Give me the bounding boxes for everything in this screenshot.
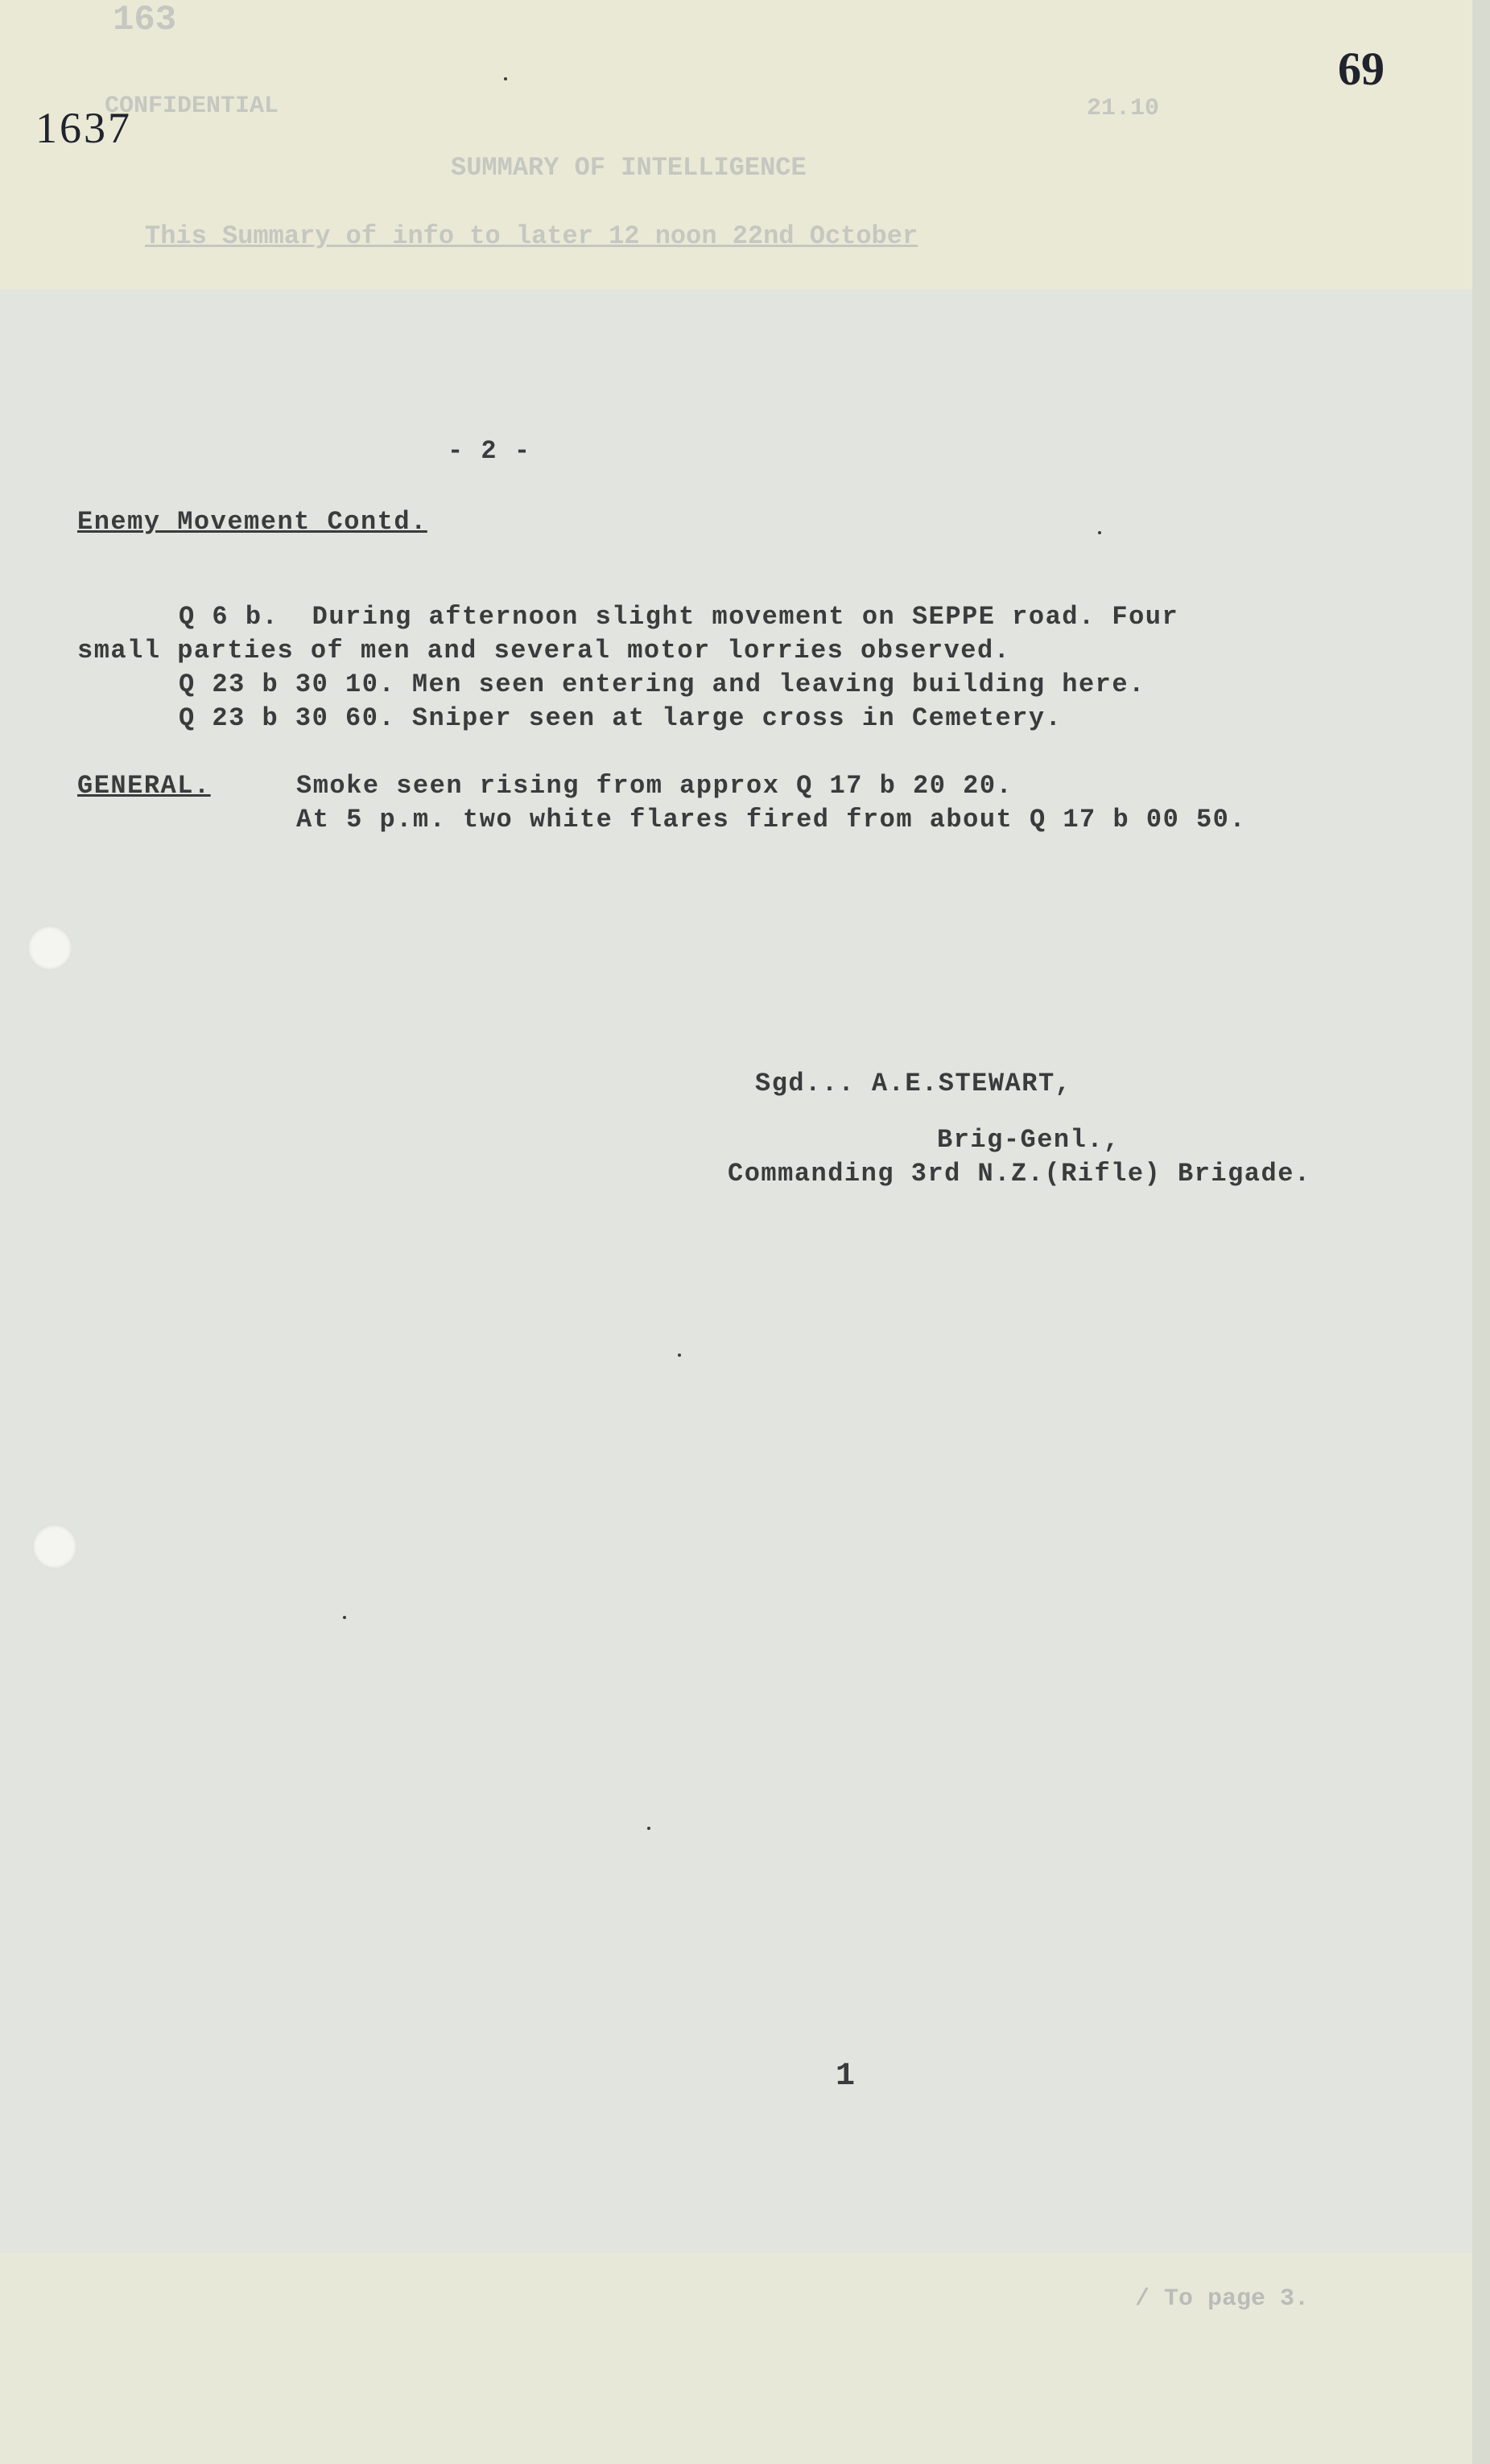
faded-date: 21.10 xyxy=(1087,95,1160,122)
faded-top-number: 163 xyxy=(113,0,177,40)
ink-speck xyxy=(343,1616,346,1619)
archive-ref-left: 1637 xyxy=(35,104,132,152)
page-number: - 2 - xyxy=(448,436,531,466)
faded-to-page: / To page 3. xyxy=(1135,2285,1310,2313)
body-line: Q 23 b 30 10. Men seen entering and leaving building here. xyxy=(179,670,1145,699)
signature-rank: Brig-Genl., xyxy=(937,1125,1121,1155)
sheet-edge xyxy=(1472,0,1490,2464)
punch-hole xyxy=(27,925,72,970)
ink-speck xyxy=(678,1354,681,1357)
bottom-mark: 1 xyxy=(836,2058,856,2095)
faded-title: SUMMARY OF INTELLIGENCE xyxy=(451,153,807,183)
body-line: Q 6 b. During afternoon slight movement on SEPPE road. Four xyxy=(179,602,1179,632)
faded-confidential: CONFIDENTIAL xyxy=(105,93,279,120)
signature-command: Commanding 3rd N.Z.(Rifle) Brigade. xyxy=(728,1159,1311,1189)
general-line: At 5 p.m. two white flares fired from about Q 17 b 00 50. xyxy=(296,805,1247,834)
punch-hole xyxy=(32,1524,77,1569)
main-sheet xyxy=(0,290,1473,2253)
section-heading: Enemy Movement Contd. xyxy=(77,507,427,537)
ink-speck xyxy=(647,1827,650,1830)
ink-speck xyxy=(1098,531,1101,534)
faded-subtitle: This Summary of info to later 12 noon 22nd October xyxy=(145,221,918,251)
ink-speck xyxy=(504,77,507,80)
body-line: Q 23 b 30 60. Sniper seen at large cross in Cemetery. xyxy=(179,703,1063,733)
general-line: Smoke seen rising from approx Q 17 b 20 20. xyxy=(296,771,1013,801)
general-label: GENERAL. xyxy=(77,771,211,801)
signature-name: Sgd... A.E.STEWART, xyxy=(755,1069,1072,1098)
body-line: small parties of men and several motor lorries observed. xyxy=(77,636,1011,665)
archive-ref-right: 69 xyxy=(1338,43,1385,95)
